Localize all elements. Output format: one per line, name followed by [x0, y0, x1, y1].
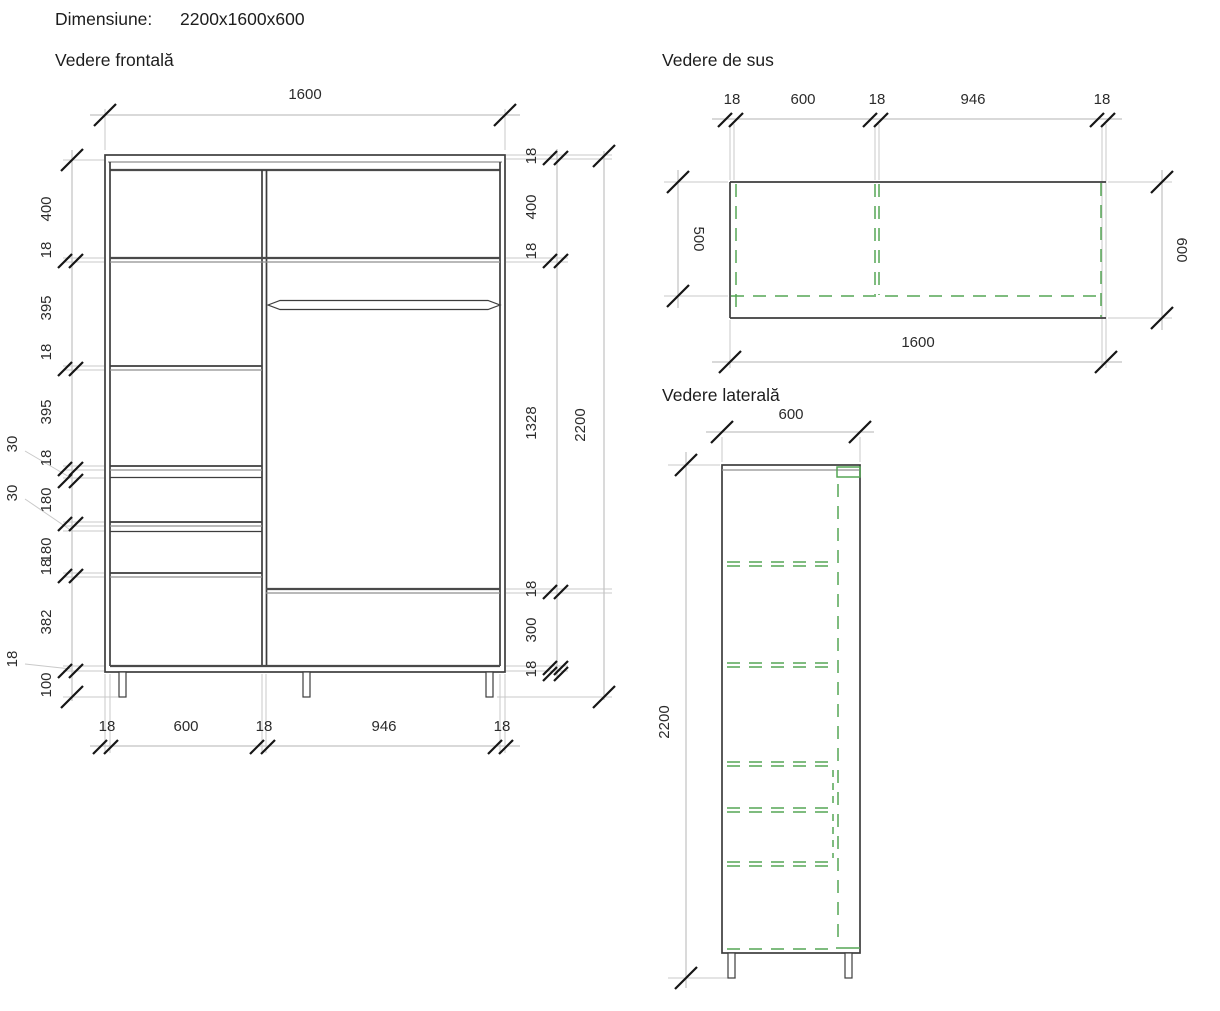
dim-label: 395 — [38, 399, 55, 425]
dim-label: 18 — [1093, 91, 1111, 108]
dim-label: 600 — [1173, 237, 1190, 263]
dim-tick-double — [543, 254, 568, 268]
dim-label: 18 — [493, 718, 511, 735]
leg — [486, 672, 493, 697]
dim-label: 18 — [38, 241, 55, 259]
side-outline — [722, 465, 860, 953]
cabinet-outline — [105, 155, 505, 672]
top-cabinet — [730, 182, 1106, 318]
dim-tick-double — [543, 151, 568, 165]
dim-label: 18 — [523, 660, 540, 678]
dim-tick-double — [543, 585, 568, 599]
dim-label: 1600 — [901, 334, 935, 351]
dim-label: 18 — [523, 147, 540, 165]
dim-label: 18 — [523, 580, 540, 598]
dimension-value: 2200x1600x600 — [180, 9, 305, 29]
leg — [119, 672, 126, 697]
leader-label: 18 — [4, 650, 21, 668]
dim-label: 18 — [255, 718, 273, 735]
side-view — [656, 385, 874, 989]
top-dimension-lines — [678, 119, 1162, 362]
hanging-rod — [268, 301, 500, 310]
leader-label: 30 — [4, 435, 21, 453]
dim-label: 400 — [523, 194, 540, 220]
dimension-label: Dimensiune: — [55, 9, 153, 29]
dim-label: 382 — [38, 609, 55, 635]
top-extension-lines — [664, 124, 1172, 368]
dim-label: 18 — [38, 558, 55, 576]
dim-label: 395 — [38, 295, 55, 321]
dim-label: 18 — [98, 718, 116, 735]
dim-label: 18 — [868, 91, 886, 108]
dim-label: 18 — [523, 242, 540, 260]
dim-label: 180 — [38, 487, 55, 513]
leg — [303, 672, 310, 697]
dim-tick-double — [1090, 113, 1115, 127]
dim-tick-double — [863, 113, 888, 127]
dim-tick-double — [58, 254, 83, 268]
dim-label: 600 — [790, 91, 816, 108]
dim-label: 946 — [960, 91, 986, 108]
dim-label: 2200 — [572, 408, 589, 442]
front-cabinet — [105, 155, 505, 697]
dim-label: 946 — [371, 718, 397, 735]
dim-label: 300 — [523, 617, 540, 643]
front-view — [4, 50, 615, 754]
top-view-title: Vedere de sus — [662, 50, 774, 70]
side-cabinet — [722, 465, 860, 978]
dim-tick-double — [58, 362, 83, 376]
dim-label: 180 — [38, 537, 55, 563]
front-view-title: Vedere frontală — [55, 50, 174, 70]
top-dim-labels — [690, 91, 1190, 351]
dim-label: 2200 — [656, 705, 673, 739]
dim-label: 18 — [38, 449, 55, 467]
dim-label: 400 — [38, 196, 55, 222]
dim-tick-double — [58, 569, 83, 583]
dim-label: 1600 — [288, 86, 322, 103]
dim-label: 100 — [38, 672, 55, 698]
top-view — [662, 50, 1190, 373]
leg — [728, 953, 735, 978]
dim-tick-double — [718, 113, 743, 127]
dim-tick-double — [58, 462, 83, 476]
leader-label: 30 — [4, 484, 21, 502]
dim-label: 600 — [173, 718, 199, 735]
dim-label: 500 — [690, 226, 707, 252]
dim-label: 18 — [723, 91, 741, 108]
dim-label: 600 — [778, 406, 804, 423]
header — [55, 9, 305, 29]
leg — [845, 953, 852, 978]
side-view-title: Vedere laterală — [662, 385, 780, 405]
dim-label: 1328 — [523, 406, 540, 440]
dim-label: 18 — [38, 343, 55, 361]
dim-tick-double — [58, 474, 83, 488]
